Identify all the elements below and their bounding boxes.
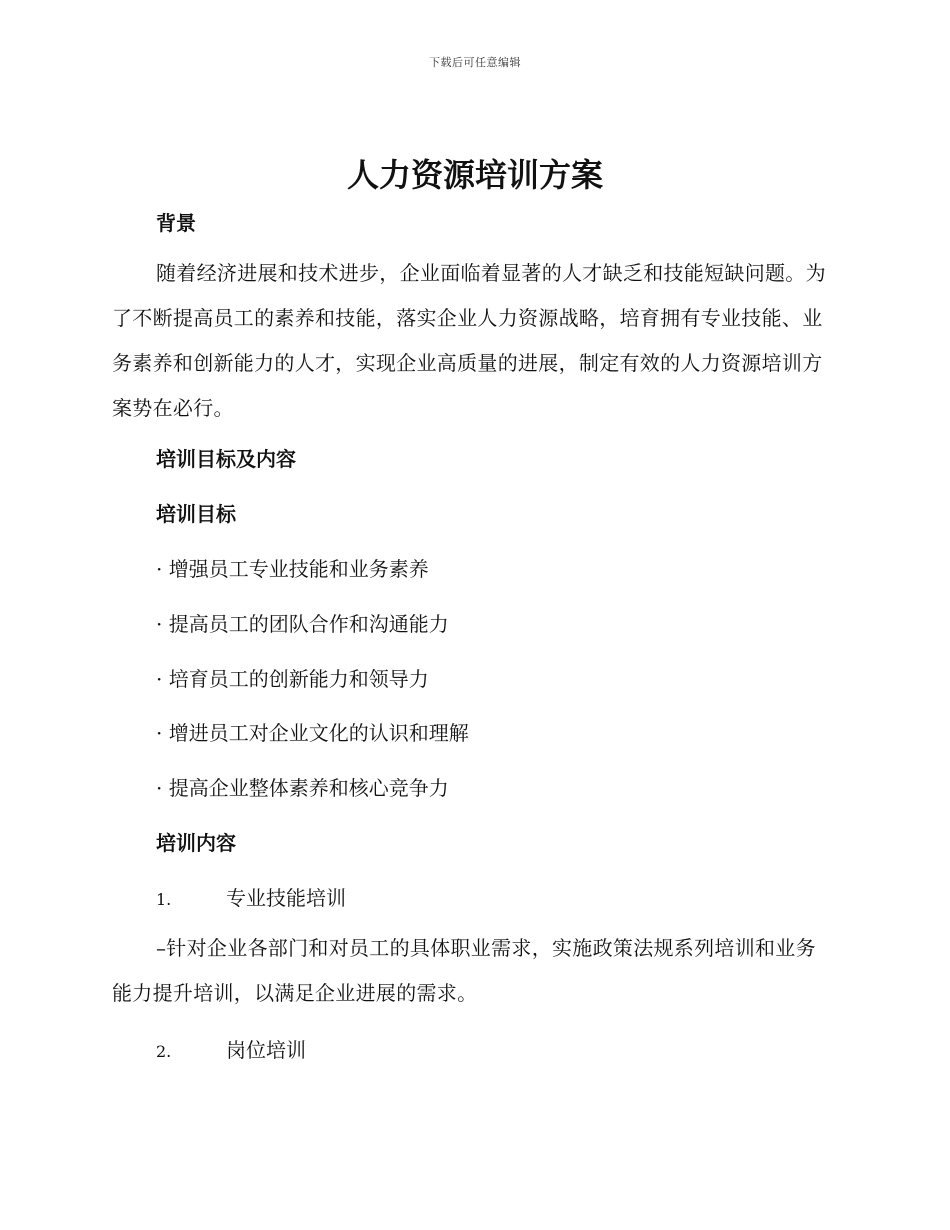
background-paragraph: 随着经济进展和技术进步，企业面临着显著的人才缺乏和技能短缺问题。为了不断提高员工的素养和技能，落实企业人力资源战略，培育拥有专业技能、业务素养和创新能力的人才，实现企业高质量的进展，制定有效的人力资源培训方案势在必行。 bbox=[112, 261, 826, 420]
goals-heading: 培训目标 bbox=[156, 502, 236, 526]
goal-item-4: · 增进员工对企业文化的认识和理解 bbox=[156, 721, 469, 745]
goal-item-1: · 增强员工专业技能和业务素养 bbox=[156, 557, 429, 581]
content-item-1-detail: –针对企业各部门和对员工的具体职业需求，实施政策法规系列培训和业务能力提升培训，以满足企业进展的需求。 bbox=[112, 936, 816, 1005]
content-heading: 培训内容 bbox=[156, 831, 236, 855]
page-header-note: 下载后可任意编辑 bbox=[429, 56, 521, 69]
goal-item-3: · 培育员工的创新能力和领导力 bbox=[156, 667, 429, 691]
background-heading: 背景 bbox=[156, 211, 196, 235]
content-item-1 bbox=[156, 882, 346, 911]
goal-item-5: · 提高企业整体素养和核心竞争力 bbox=[156, 776, 449, 800]
content-item-1-number: 1. bbox=[156, 890, 172, 909]
content-item-1-label: 专业技能培训 bbox=[226, 886, 346, 910]
content-item-2-label: 岗位培训 bbox=[226, 1038, 306, 1062]
goals-content-heading: 培训目标及内容 bbox=[156, 447, 296, 471]
document-title: 人力资源培训方案 bbox=[346, 156, 603, 194]
content-item-2-number: 2. bbox=[156, 1042, 172, 1061]
goal-item-2: · 提高员工的团队合作和沟通能力 bbox=[156, 612, 449, 636]
content-item-2 bbox=[156, 1034, 306, 1063]
